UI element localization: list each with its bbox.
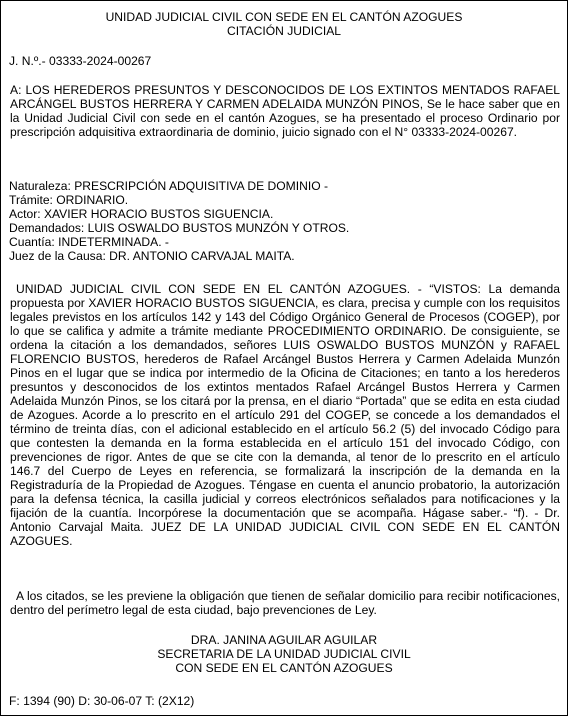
addressee-paragraph: A: LOS HEREDEROS PRESUNTOS Y DESCONOCIDOS DE LOS EXTINTOS MENTADOS RAFAEL ARCÁNGEL BUSTOS HERRERA Y CARMEN ADELAIDA MUNZÓN PINOS, Se le hace saber que en la Unidad Judicial Civil con sede en el cantón Azogues, se ha presentado el proceso Ordinario por prescripción adquisitiva extraordinaria de dominio, juicio signado con el N° 03333-2024-00267.: [10, 83, 560, 139]
detail-actor: Actor: XAVIER HORACIO BUSTOS SIGUENCIA.: [9, 207, 274, 221]
case-details: [9, 179, 559, 263]
signature-role-2: CON SEDE EN EL CANTÓN AZOGUES: [175, 661, 393, 675]
detail-tramite: Trámite: ORDINARIO.: [9, 193, 129, 207]
title-line-1: UNIDAD JUDICIAL CIVIL CON SEDE EN EL CANTÓN AZOGUES: [105, 10, 463, 24]
detail-naturaleza: Naturaleza: PRESCRIPCIÓN ADQUISITIVA DE DOMINIO -: [9, 179, 328, 193]
warning-paragraph: A los citados, se les previene la obligación que tienen de señalar domicilio para recibir notificaciones, dentro del perímetro legal de esta ciudad, bajo prevenciones de Ley.: [10, 589, 560, 617]
detail-juez: Juez de la Causa: DR. ANTONIO CARVAJAL MAITA.: [9, 249, 295, 263]
notice-title: [1, 10, 567, 38]
detail-cuantia: Cuantía: INDETERMINADA. -: [9, 235, 169, 249]
detail-demandados: Demandados: LUIS OSWALDO BUSTOS MUNZÓN Y OTROS.: [9, 221, 350, 235]
case-number: J. N.º.- 03333-2024-00267: [9, 54, 152, 68]
signature-role-1: SECRETARIA DE LA UNIDAD JUDICIAL CIVIL: [157, 647, 411, 661]
footer-code: F: 1394 (90) D: 30-06-07 T: (2X12): [9, 694, 195, 708]
signature-block: [1, 633, 567, 675]
signature-name: DRA. JANINA AGUILAR AGUILAR: [190, 633, 378, 647]
main-order-paragraph: UNIDAD JUDICIAL CIVIL CON SEDE EN EL CANTÓN AZOGUES. - “VISTOS: La demanda propuesta por XAVIER HORACIO BUSTOS SIGUENCIA, es clara, precisa y cumple con los requisitos legales previstos en los artículos 142 y 143 del Código Orgánico General de Procesos (COGEP), por lo que se califica y admite a trámite mediante PROCEDIMIENTO ORDINARIO. De consiguiente, se ordena la citación a los demandados, señores LUIS OSWALDO BUSTOS MUNZÓN y RAFAEL FLORENCIO BUSTOS, herederos de Rafael Arcángel Bustos Herrera y Carmen Adelaida Munzón Pinos en el lugar que se indica por intermedio de la Oficina de Citaciones; en tanto a los herederos presuntos y desconocidos de los extintos mentados Rafael Arcángel Bustos Herrera y Carmen Adelaida Munzón Pinos, se los citará por la prensa, en el diario “Portada” que se edita en esta ciudad de Azogues. Acorde a lo prescrito en el artículo 291 del COGEP, se concede a los demandados el término de treinta días, con el adicional establecido en el artículo 56.2 (5) del invocado Código para que contesten la demanda en la forma establecida en el artículo 151 del invocado Código, con prevenciones de rigor. Antes de que se cite con la demanda, al tenor de lo prescrito en el artículo 146.7 del Cuerpo de Leyes en referencia, se formalizará la inscripción de la demanda en la Registraduría de la Propiedad de Azogues. Téngase en cuenta el anuncio probatorio, la autorización para la defensa técnica, la casilla judicial y correos electrónicos señalados para notificaciones y la fijación de la cuantía. Incorpórese la documentación que se acompaña. Hágase saber.- “f). - Dr. Antonio Carvajal Maita. JUEZ DE LA UNIDAD JUDICIAL CIVIL CON SEDE EN EL CANTÓN AZOGUES.: [10, 282, 560, 548]
title-line-2: CITACIÓN JUDICIAL: [226, 24, 341, 38]
